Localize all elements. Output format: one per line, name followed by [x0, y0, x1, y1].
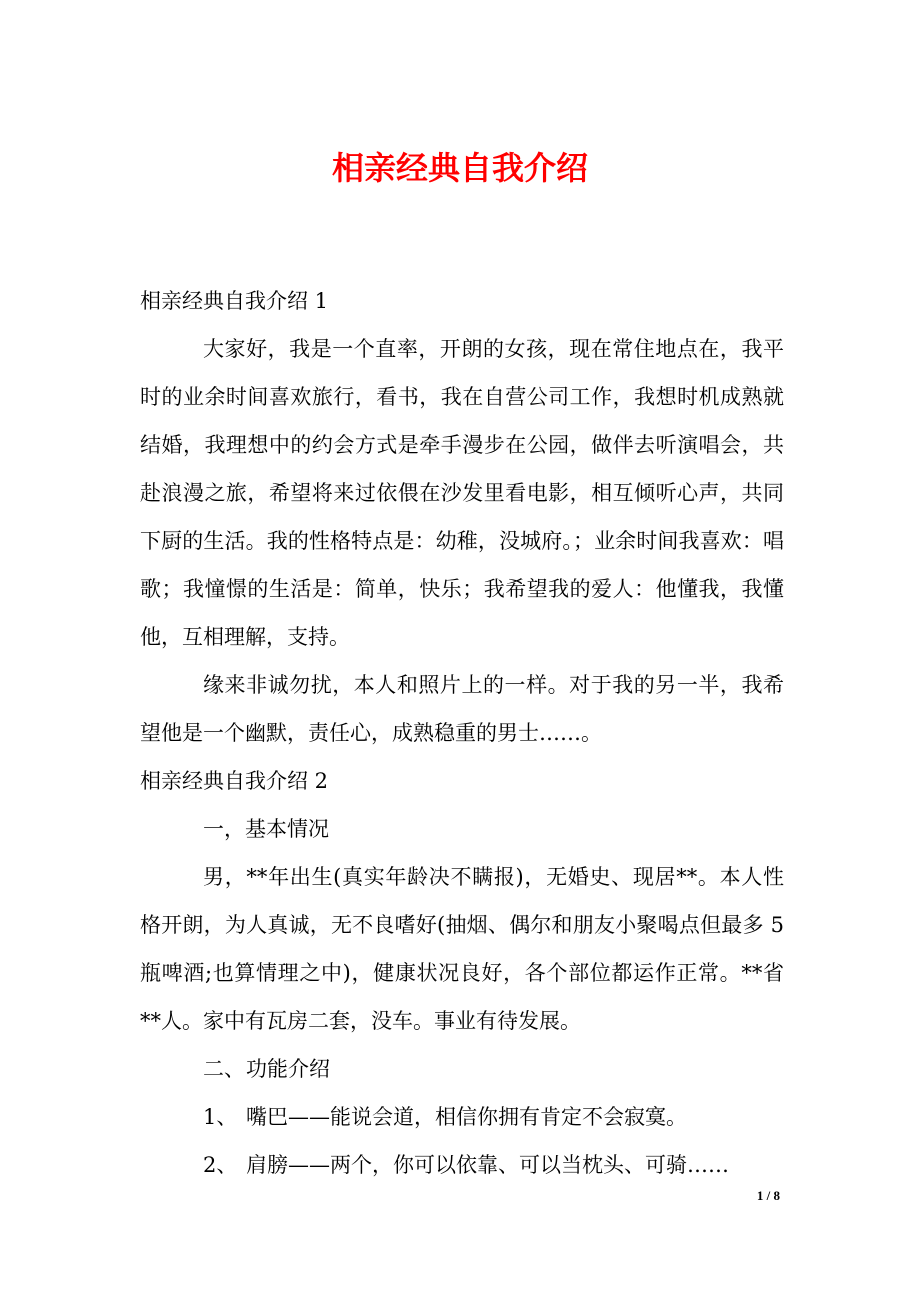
list-item-number: 2、 [203, 1153, 238, 1177]
section-2-heading: 相亲经典自我介绍 2 [140, 769, 329, 793]
list-item [140, 1093, 784, 1141]
list-item-text: 嘴巴——能说会道，相信你拥有肯定不会寂寞。 [246, 1105, 687, 1129]
document-title: 相亲经典自我介绍 [331, 149, 588, 187]
section-2-subheading-function [140, 1045, 784, 1093]
section-1-paragraph-1: 大家好，我是一个直率，开朗的女孩，现在常住地点在，我平时的业余时间喜欢旅行，看书，我在自营公司工作，我想时机成熟就结婚，我理想中的约会方式是牵手漫步在公园，做伴去听演唱会，共赴浪漫之旅，希望将来过依偎在沙发里看电影，相互倾听心声，共同下厨的生活。我的性格特点是：幼稚，没城府。；业余时间我喜欢：唱歌；我憧憬的生活是：简单，快乐；我希望我的爱人：他懂我，我懂他，互相理解，支持。 [140, 337, 784, 649]
subheading-number: 二、 [203, 1057, 245, 1081]
list-item [140, 1141, 784, 1189]
subheading-text: 功能介绍 [246, 1057, 330, 1081]
document-body [140, 277, 784, 1189]
list-item-text: 肩膀——两个，你可以依靠、可以当枕头、可骑…… [246, 1153, 729, 1177]
section-2-subheading-basic: 一，基本情况 [203, 817, 329, 841]
section-1-heading: 相亲经典自我介绍 1 [140, 289, 329, 313]
section-2-paragraph-basic: 男，**年出生(真实年龄决不瞒报)，无婚史、现居**。本人性格开朗，为人真诚，无不良嗜好(抽烟、偶尔和朋友小聚喝点但最多 5 瓶啤酒;也算情理之中)，健康状况良好，各个部位都运作正常。**省**人。家中有瓦房二套，没车。事业有待发展。 [140, 865, 784, 1033]
section-1-paragraph-2: 缘来非诚勿扰，本人和照片上的一样。对于我的另一半，我希望他是一个幽默，责任心，成熟稳重的男士……。 [140, 673, 784, 745]
list-item-number: 1、 [203, 1105, 238, 1129]
page-number: 1 / 8 [756, 1188, 780, 1203]
